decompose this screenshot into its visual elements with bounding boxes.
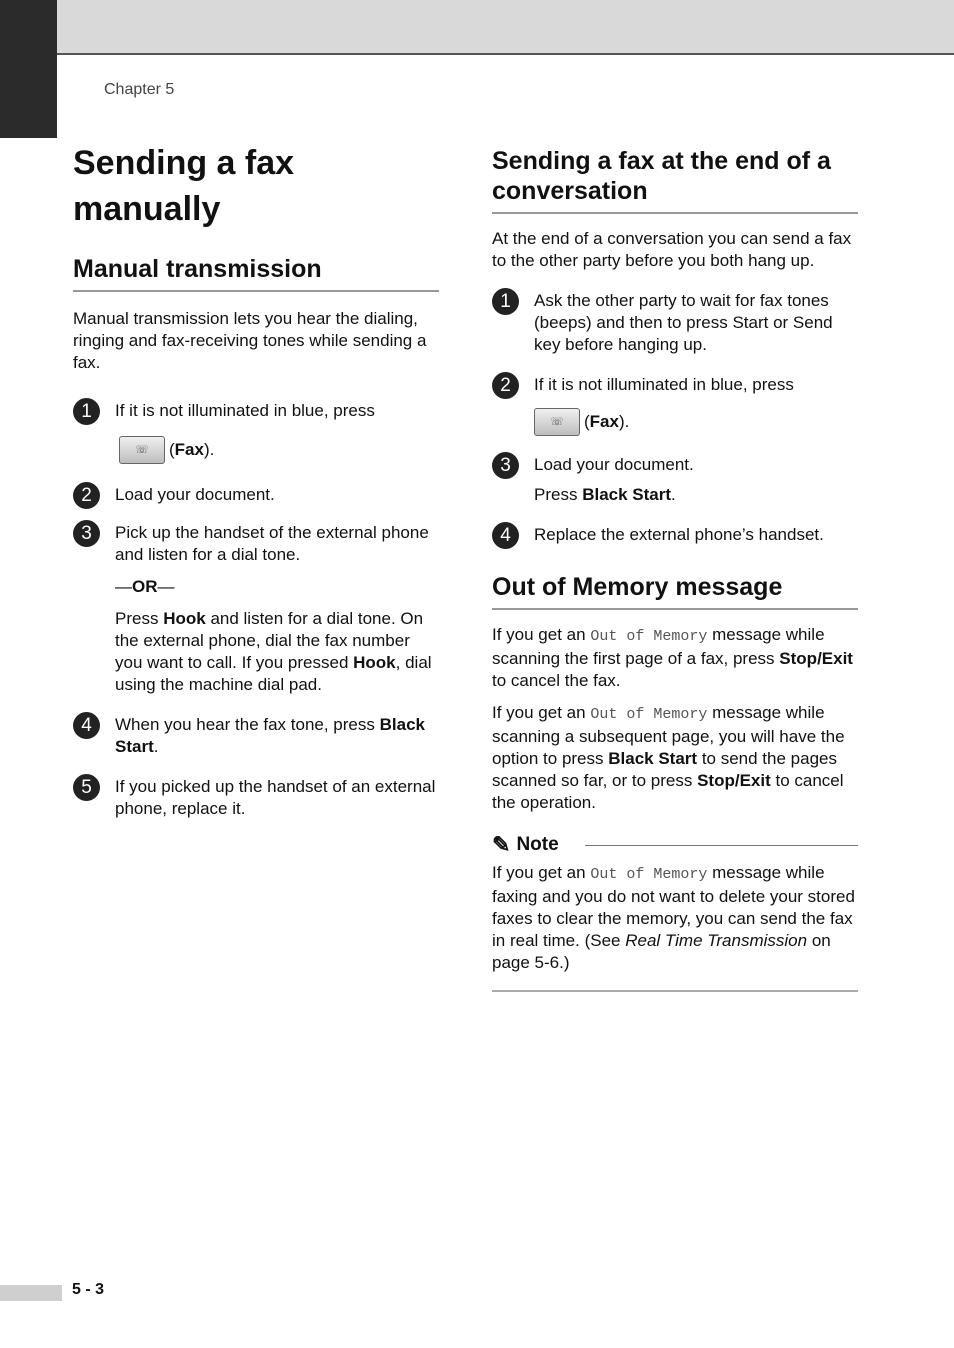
page-number: 5 - 3 (72, 1281, 105, 1298)
header-bar (0, 0, 954, 55)
step-number: 3 (73, 520, 100, 547)
note-header (492, 832, 858, 858)
note-text: If you get an Out of Memory message while faxing and you do not want to delete your stored faxes to clear the memory, you can send the fax in real time. (See Real Time Transmission on page 5-6.) (492, 863, 855, 972)
footer-bar (0, 1285, 62, 1301)
right-column (492, 146, 858, 992)
intro-text: At the end of a conversation you can send a fax to the other party before you both hang up. (492, 229, 852, 270)
paragraph: If you get an Out of Memory message while scanning the first page of a fax, press Stop/Exit to cancel the fax. (492, 625, 853, 690)
page-title: Sending a fax manually (73, 144, 295, 228)
step-5: 5 If you picked up the handset of an external phone, replace it. (73, 776, 439, 820)
step-number: 2 (492, 372, 519, 399)
step-number: 4 (73, 712, 100, 739)
step-4: 4 When you hear the fax tone, press Black Start. (73, 714, 439, 758)
step-number: 4 (492, 522, 519, 549)
paragraph: If you get an Out of Memory message while scanning a subsequent page, you will have the option to press Black Start to send the pages scanned so far, or to press Stop/Exit to cancel the operation. (492, 703, 845, 812)
fax-icon: ☏ (135, 444, 149, 456)
section-heading: Out of Memory message (492, 572, 858, 610)
step-1: 1 If it is not illuminated in blue, press ☏ (Fax). (73, 400, 439, 464)
note-pencil-icon: ✎ (492, 832, 511, 857)
step-number: 3 (492, 452, 519, 479)
intro-text: Manual transmission lets you hear the dialing, ringing and fax-receiving tones while sending a fax. (73, 309, 427, 372)
step-3: 3 Load your document. Press Black Start. (492, 454, 858, 506)
step-3: 3 Pick up the handset of the external phone and listen for a dial tone. —OR— Press Hook and listen for a dial tone. On the external phone, dial the fax number you want to call. If you pressed Hook, dial using the machine dial pad. (73, 522, 439, 696)
left-column (73, 140, 439, 820)
step-2: 2 Load your document. (73, 484, 439, 506)
step-4: 4 Replace the external phone’s handset. (492, 524, 858, 546)
section-heading: Manual transmission (73, 254, 439, 292)
note-title: Note (516, 834, 559, 855)
fax-button[interactable] (119, 436, 165, 464)
step-number: 1 (73, 398, 100, 425)
fax-icon: ☏ (550, 416, 564, 428)
step-2: 2 If it is not illuminated in blue, press ☏ (Fax). (492, 374, 858, 436)
chapter-label: Chapter 5 (104, 81, 175, 98)
step-number: 5 (73, 774, 100, 801)
chapter-tab (0, 0, 57, 138)
step-number: 1 (492, 288, 519, 315)
step-1: 1 Ask the other party to wait for fax tones (beeps) and then to press Start or Send key before hanging up. (492, 290, 858, 356)
fax-button[interactable] (534, 408, 580, 436)
section-heading: Sending a fax at the end of a conversation (492, 146, 858, 214)
step-number: 2 (73, 482, 100, 509)
note-end-rule (492, 990, 858, 992)
